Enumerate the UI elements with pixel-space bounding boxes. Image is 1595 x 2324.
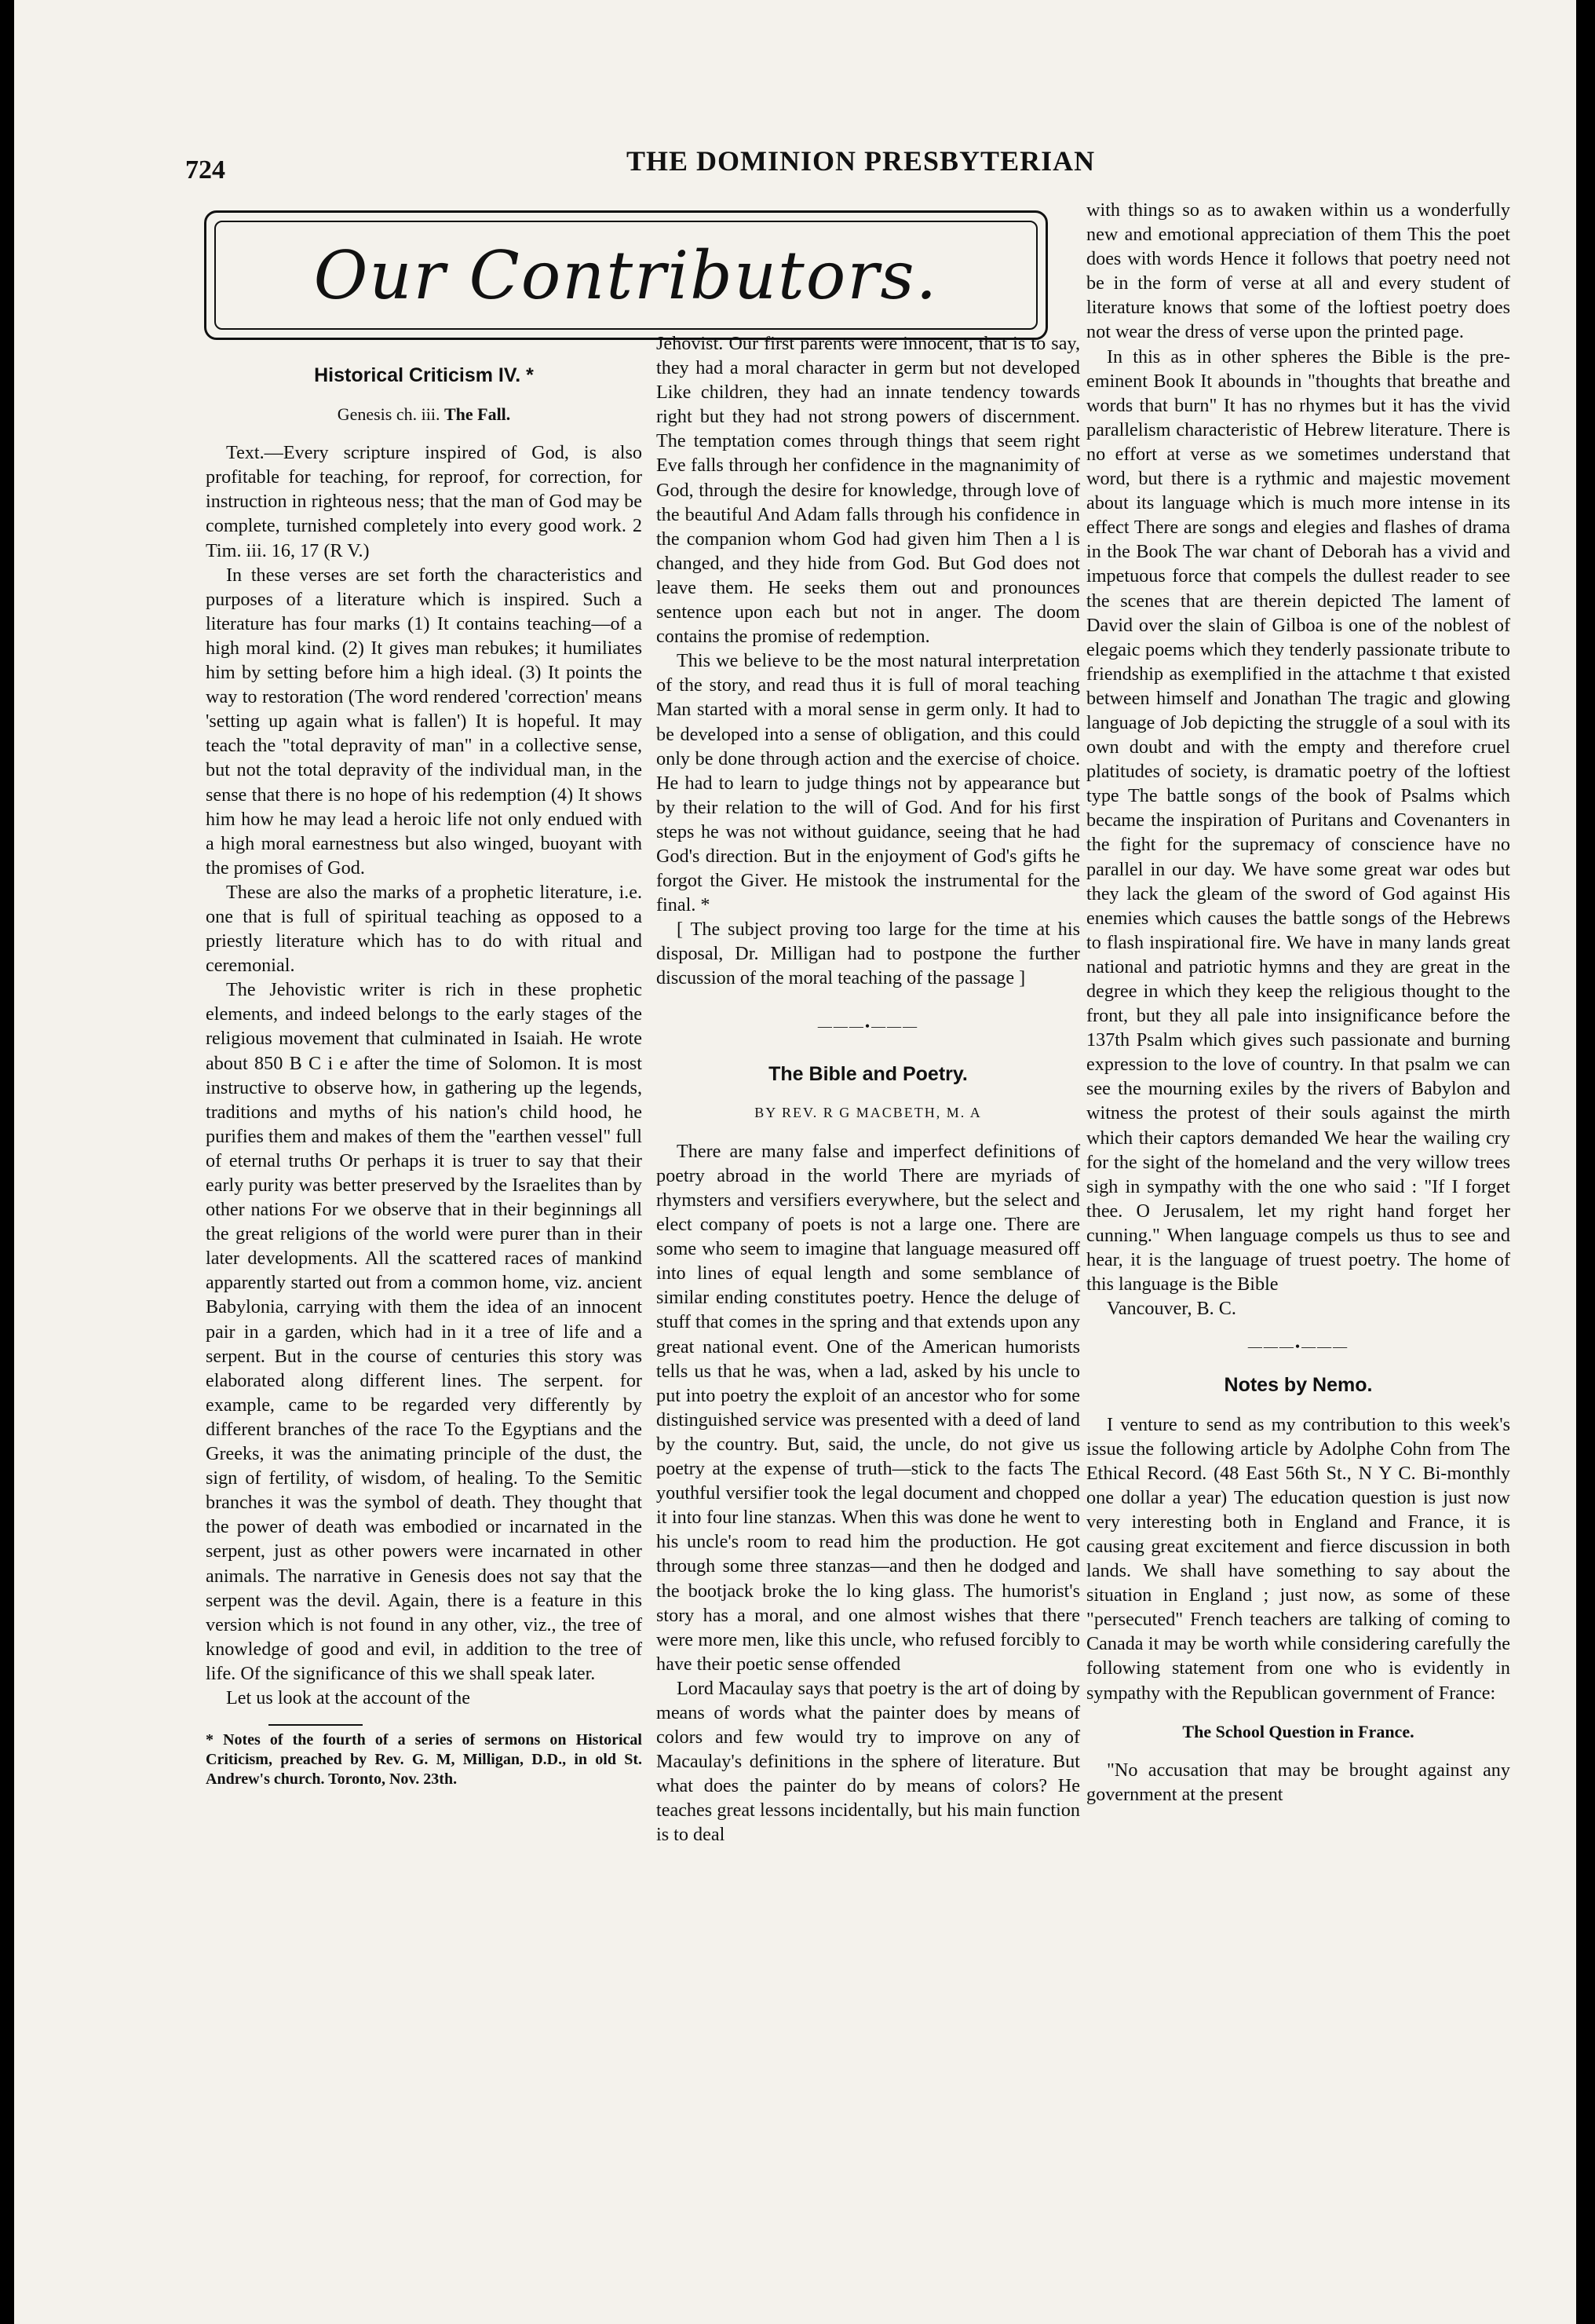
article1-subtitle xyxy=(206,402,642,426)
column-3 xyxy=(1086,198,1510,1807)
article1-continued: Jehovist. Our first parents were innocent, that is to say, they had a moral character in germ but not developed Like children, they had an innate tendency towards right but they had not strong powers of discernment. The temptation comes through things that seem right Eve falls through her confidence in the magnanimity of God, through the desire for knowledge, through love of the beautiful And Adam falls through his confidence in the companion whom God had given him Then a l is changed, and they hide from God. But God does not leave them. He seeks them out and pronounces sentence upon each but not in anger. The doom contains the promise of redemption. xyxy=(656,333,1080,648)
article2-place: Vancouver, B. C. xyxy=(1107,1298,1236,1320)
article1-paragraph: In these verses are set forth the characteristics and purposes of a literature which is inspired. Such a literature has four marks (1) It contains teaching—of a high moral kind. (2) It gives man rebukes; it humiliates him by setting before him a high ideal. (3) It points the way to restoration (The word rendered 'correction' means 'setting up again what is fallen') It is hopeful. It may teach the "total depravity of man" in a collective sense, but not the total depravity of the individual man, in the sense that there is no hope of his redemption (4) It shows him how he may lead a heroic life not only endued with a high moral earnestness but also winged, buoyant with the promises of God. xyxy=(206,564,642,879)
article1-subtitle-prefix: Genesis ch. iii. xyxy=(337,404,440,425)
article3-quote: "No accusation that may be brought against any government at the present xyxy=(1086,1759,1510,1805)
section-divider: ———•——— xyxy=(1247,1339,1349,1355)
article1-continued: This we believe to be the most natural interpretation of the story, and read thus it is full of moral teaching Man started with a moral sense in germ only. It had to be developed into a sense of obligation, and this could only be done through action and the exercise of choice. He had to learn to judge things not by appearance but by their relation to the will of God. And for his first steps he was not without guidance, seeing that he had God's direction. But in the enjoyment of God's gifts he forgot the Giver. He mistook the instrumental for the final. * xyxy=(656,650,1080,916)
section-divider: ———•——— xyxy=(817,1018,919,1034)
article1-paragraph: Text.—Every scripture inspired of God, is also profitable for teaching, for reproof, for correction, for instruction in righteous ness; that the man of God may be complete, turnished completely into every good work. 2 Tim. iii. 16, 17 (R V.) xyxy=(206,442,642,561)
article1-paragraph: The Jehovistic writer is rich in these prophetic elements, and indeed belongs to the early stages of the religious movement that culminated in Isaiah. He wrote about 850 B C i e after the time of Solomon. It is most instructive to observe how, in gathering up the legends, traditions and myths of his nation's child hood, he purifies them and makes of them the "earthen vessel" full of eternal truths Or perhaps it is truer to say that their early purity was better preserved by the Israelites than by other nations For we observe that in their beginnings all the great religions of the world were purer than in their later developments. All the scattered races of mankind apparently started out from a common home, viz. ancient Babylonia, carrying with them the idea of an innocent pair in a garden, which had in it a tree of life and a serpent. But in the course of centuries this story was elaborated along different lines. The serpent. for example, came to be regarded very differently by different branches of the race To the Egyptians and the Greeks, it was the animating principle of the dust, the sign of fertility, of wisdom, of healing. To the Semitic branches it was the symbol of death. They thought that the power of death was embodied or incarnated in the serpent, just as other powers were incarnated in other animals. The narrative in Genesis does not say that the serpent was the devil. Again, there is a feature in this version which is not found in any other, viz., the tree of knowledge of good and evil, in addition to the tree of life. Of the significance of this we shall speak later. xyxy=(206,979,642,1684)
running-head: THE DOMINION PRESBYTERIAN xyxy=(626,145,1096,177)
article2-paragraph: In this as in other spheres the Bible is the pre-eminent Book It abounds in "thoughts that breathe and words that burn" It has no rhymes but it has the vivid parallelism characteristic of Hebrew literature. There is no effort at verse as we sometimes understand that word, but there is a rythmic and majestic movement about its language which is much more intense in its effect There are songs and elegies and flashes of drama in the Book The war chant of Deborah has a vivid and impetuous force that compels the dullest reader to see the scenes that are therein depicted The lament of David over the slain of Gilboa is one of the noblest of elegaic poems which they tenderly passionate tribute to friendship as exemplified in the attachme t that existed between himself and Jonathan The tragic and glowing language of Job depicting the struggle of a soul with its own doubt and with the empty and therefore cruel platitudes of society, is dramatic poetry of the loftiest type The battle songs of the book of Psalms which became the inspiration of Puritans and Covenanters in the fight for the supremacy of conscience have no parallel in our day. We have some great war odes but they lack the gleam of the sword of God against His enemies which causes the battle songs of the Hebrews to flash inspirational fire. We have in many lands great national and patriotic hymns and they are great in the degree in which they keep the religious thought to the front, but they all pale into insignificance before the 137th Psalm which gives such passionate and burning expression to the love of country. In that psalm we can see the mourning exiles by the rivers of Babylon and witness the protest of their souls against the mirth which their captors demanded We hear the wailing cry for the sight of the homeland and the very willow trees sigh in sympathy with the one who said : "If I forget thee. O Jerusalem, let my right hand forget her cunning." When language compels us thus to see and hear, it is the language of truest poetry. The home of this language is the Bible xyxy=(1086,345,1510,1295)
newspaper-page xyxy=(14,0,1576,2324)
article2-byline: BY REV. R G MACBETH, M. A xyxy=(754,1104,982,1120)
article1-footnote: * Notes of the fourth of a series of sermons on Historical Criticism, preached by Rev. G. M, Milligan, D.D., in old St. Andrew's church. Toronto, Nov. 23th. xyxy=(206,1731,642,1789)
article2-paragraph: There are many false and imperfect definitions of poetry abroad in the world There are myriads of rhymsters and versifiers everywhere, but the select and elect company of poets is not a large one. There are some who seem to imagine that language measured off into lines of equal length and some semblance of similar ending constitutes poetry. Hence the deluge of stuff that comes in the spring and that extends upon any great national event. One of the American humorists tells us that he was, when a lad, asked by his uncle to put into poetry the exploit of an ancestor who for some distinguished service was presented with a deed of land by the country. But, said, the uncle, do not give us poetry at the expense of truth—stick to the facts The youthful versifier took the legal document and chopped it into four line stanzas. When this was done he went to his uncle's room to read him the production. He got through some three stanzas—and then he dodged and the bootjack broke the lo king glass. The humorist's story has a moral, and one almost wishes that there were more men, like this uncle, who refused forcibly to have their poetic sense offended xyxy=(656,1140,1080,1675)
article1-paragraph: Let us look at the account of the xyxy=(226,1686,470,1708)
article1-title: Historical Criticism IV. * xyxy=(314,364,534,386)
article3-title: Notes by Nemo. xyxy=(1224,1374,1373,1397)
article1-subtitle-bold: The Fall. xyxy=(443,404,511,425)
banner-title: Our Contributors. xyxy=(313,236,939,314)
article1-paragraph: These are also the marks of a prophetic literature, i.e. one that is full of spiritual teaching as opposed to a priestly literature which has to do with ritual and ceremonial. xyxy=(206,881,642,977)
article2-paragraph: Lord Macaulay says that poetry is the art of doing by means of words what the painter does by means of colors and few would try to improve on any of Macaulay's definitions in the sphere of literature. But what does the painter do by means of colors? He teaches great lessons incidentally, but his main function is to deal xyxy=(656,1677,1080,1846)
column-2 xyxy=(656,331,1080,1847)
article3-paragraph: I venture to send as my contribution to this week's issue the following article by Adolphe Cohn from The Ethical Record. (48 East 56th St., N Y C. Bi-monthly one dollar a year) The education question is just now very interesting both in England and France, it is causing great excitement and fierce discussion in both lands. We shall have something to say about the situation in England ; just now, as some of these "persecuted" French teachers are talking of coming to Canada it may be worth while considering carefully the following statement from one who is evidently in sympathy with the Republican government of France: xyxy=(1086,1413,1510,1704)
column-1 xyxy=(206,364,642,1789)
footnote-rule xyxy=(268,1724,363,1726)
section-banner xyxy=(204,210,1048,340)
page-number: 724 xyxy=(185,155,225,185)
article1-continued: [ The subject proving too large for the time at his disposal, Dr. Milligan had to postpone the further discussion of the moral teaching of the passage ] xyxy=(656,919,1080,989)
article3-subhead: The School Question in France. xyxy=(1182,1721,1414,1741)
article2-title: The Bible and Poetry. xyxy=(768,1062,968,1085)
article2-paragraph: with things so as to awaken within us a wonderfully new and emotional appreciation of them This the poet does with words Hence it follows that poetry need not be in the form of verse at all and every student of literature knows that some of the loftiest poetry does not wear the dress of verse upon the printed page. xyxy=(1086,199,1510,343)
